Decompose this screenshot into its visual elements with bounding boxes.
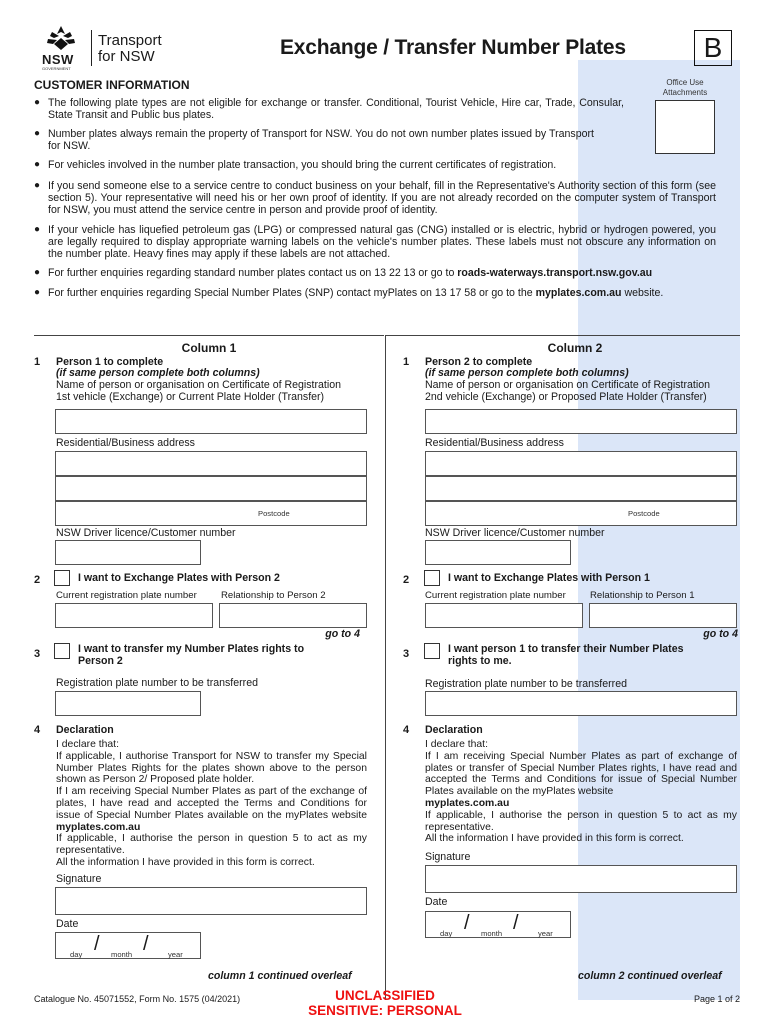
waratah-icon [44,24,78,52]
office-use-label [630,78,740,97]
col2-date-slash: / [464,912,470,934]
col1-date-slash: / [143,933,149,955]
catalogue-number: Catalogue No. 45071552, Form No. 1575 (04/2021) [34,994,241,1004]
col2-relationship-label: Relationship to Person 1 [590,590,695,601]
logo-nsw-text: NSW [42,52,74,67]
col1-day-label: day [70,950,83,959]
col1-transfer-plate-label: Registration plate number to be transferred [56,677,258,689]
col2-postcode-label: Postcode [628,509,660,518]
col1-declaration-line: If applicable, I authorise Transport for NSW to transfer my Special Number Plates Rights for the plates shown above to the person shown as Person 2/ Proposed plate holder. [56,750,367,786]
col1-address-field-2[interactable] [55,476,367,501]
col2-myplates-link[interactable]: myplates.com.au [425,797,510,809]
bullet-6-text: For further enquiries regarding standard number plates contact us on 13 22 13 or go to [48,267,458,279]
col2-declaration-line: I declare that: [425,739,488,750]
col2-exchange-label: I want to Exchange Plates with Person 1 [448,572,650,584]
col1-year-label: year [168,950,183,959]
col1-exchange-label: I want to Exchange Plates with Person 2 [78,572,280,584]
office-use-label-1: Office Use [666,78,704,87]
logo-separator [91,30,92,66]
col1-declaration-line: If I am receiving Special Number Plates as part of the exchange of plates, I have read and accepted the Terms and Conditions for issue of Special Number Plates available on the myPlates website [56,786,367,821]
col1-q1-desc-2: 1st vehicle (Exchange) or Current Plate Holder (Transfer) [56,391,325,403]
column-2-heading: Column 2 [547,341,603,355]
col1-q1-title: Person 1 to complete [56,356,164,368]
col2-day-label: day [440,929,453,938]
myplates-link[interactable]: myplates.com.au [535,287,622,299]
col2-q2-number: 2 [403,574,410,586]
col2-q1-subtitle: (if same person complete both columns) [425,367,629,379]
col2-address-label: Residential/Business address [425,437,564,449]
roads-waterways-link[interactable]: roads-waterways.transport.nsw.gov.au [457,267,653,279]
col1-q3-number: 3 [34,648,41,660]
office-use-label-2: Attachments [662,87,708,97]
col2-q1-desc-1: Name of person or organisation on Certificate of Registration [425,379,711,391]
col1-relationship-field[interactable] [219,603,367,628]
classification-line-1: UNCLASSIFIED [335,988,435,1003]
column-divider [385,335,386,1000]
col1-q1-subtitle: (if same person complete both columns) [56,367,260,379]
column-2-rule [386,335,740,336]
col1-declaration-line: If applicable, I authorise the person in question 5 to act as my representative. [56,833,367,857]
col1-q2-number: 2 [34,574,41,586]
col1-postcode-label: Postcode [258,509,290,518]
col2-plate-number-label: Current registration plate number [425,590,566,601]
col2-goto-4: go to 4 [703,628,738,640]
col2-licence-field[interactable] [425,540,571,565]
col1-date-label: Date [56,918,79,930]
col2-address-field-1[interactable] [425,451,737,476]
col2-address-field-2[interactable] [425,476,737,501]
col1-declaration-title: Declaration [56,724,114,736]
col2-transfer-label-2: rights to me. [448,655,512,667]
col2-date-label: Date [425,896,448,908]
col1-q1-desc-1: Name of person or organisation on Certificate of Registration [56,379,342,391]
col2-declaration-line: If applicable, I authorise the person in question 5 to act as my representative. [425,809,737,833]
bullet-7-text: For further enquiries regarding Special Number Plates (SNP) contact myPlates on 13 17 58 or go to the [48,287,536,299]
office-attachments-box[interactable] [655,100,715,154]
col1-month-label: month [111,950,133,959]
logo-government-text: GOVERNMENT [42,66,71,71]
col1-declaration-text [56,739,367,869]
col2-transfer-checkbox[interactable] [424,643,440,659]
col2-q3-number: 3 [403,648,410,660]
col1-name-field[interactable] [55,409,367,434]
col2-transfer-label-1: I want person 1 to transfer their Number Plates [448,643,684,655]
column-1-heading: Column 1 [181,341,237,355]
col2-exchange-checkbox[interactable] [424,570,440,586]
col2-transfer-plate-field[interactable] [425,691,737,716]
col2-postcode-field[interactable] [425,501,737,526]
bullet-7-tail: website. [621,287,664,299]
col1-transfer-checkbox[interactable] [54,643,70,659]
col1-signature-label: Signature [56,873,102,885]
col1-transfer-label-1: I want to transfer my Number Plates rights to [78,643,305,655]
col2-declaration-line: All the information I have provided in this form is correct. [425,833,684,845]
col1-plate-number-label: Current registration plate number [56,590,197,601]
logo-line-2: for NSW [98,48,155,65]
col1-signature-field[interactable] [55,887,367,915]
col1-myplates-link[interactable]: myplates.com.au [56,821,141,833]
col1-transfer-plate-field[interactable] [55,691,201,716]
col2-declaration-title: Declaration [425,724,483,736]
col2-signature-field[interactable] [425,865,737,893]
col2-q1-title: Person 2 to complete [425,356,533,368]
col1-date-slash: / [94,933,100,955]
col1-q1-number: 1 [34,356,41,368]
col1-plate-number-field[interactable] [55,603,213,628]
classification-label [280,988,490,1018]
page-number: Page 1 of 2 [693,994,740,1004]
form-letter-badge: B [694,30,732,66]
col2-signature-label: Signature [425,851,471,863]
col2-transfer-plate-label: Registration plate number to be transferred [425,678,627,690]
col1-relationship-label: Relationship to Person 2 [221,590,326,601]
col1-address-field-1[interactable] [55,451,367,476]
col2-month-label: month [481,929,503,938]
col2-q1-desc-2: 2nd vehicle (Exchange) or Proposed Plate Holder (Transfer) [425,391,707,403]
col1-declaration-line: I declare that: [56,739,119,750]
col2-relationship-field[interactable] [589,603,737,628]
col2-plate-number-field[interactable] [425,603,583,628]
col1-licence-label: NSW Driver licence/Customer number [56,527,236,539]
classification-line-2: SENSITIVE: PERSONAL [308,1003,462,1018]
col2-declaration-line: If I am receiving Special Number Plates as part of exchange of plates or transfer of Special Number Plates rights, I have read and accepted the Terms and Conditions for issue of Special Number Plates available on the myPlates website [425,750,737,798]
col1-address-label: Residential/Business address [56,437,195,449]
logo-line-1: Transport [98,32,162,49]
col1-exchange-checkbox[interactable] [54,570,70,586]
col2-date-slash: / [513,912,519,934]
col2-q4-number: 4 [403,724,410,736]
col1-licence-field[interactable] [55,540,201,565]
page-title: Exchange / Transfer Number Plates [280,36,626,59]
col2-declaration-text [425,739,737,845]
col1-continued-overleaf: column 1 continued overleaf [208,970,352,982]
customer-info-heading: CUSTOMER INFORMATION [34,78,190,92]
col1-q4-number: 4 [34,724,41,736]
column-1-rule [34,335,384,336]
transport-nsw-logo [34,24,184,70]
col1-declaration-line: All the information I have provided in this form is correct. [56,856,315,868]
col2-name-field[interactable] [425,409,737,434]
col2-continued-overleaf: column 2 continued overleaf [578,970,722,982]
col1-transfer-label-2: Person 2 [78,655,123,667]
col2-year-label: year [538,929,553,938]
col2-licence-label: NSW Driver licence/Customer number [425,527,605,539]
col1-goto-4: go to 4 [325,628,360,640]
col2-q1-number: 1 [403,356,410,368]
col1-postcode-field[interactable] [55,501,367,526]
